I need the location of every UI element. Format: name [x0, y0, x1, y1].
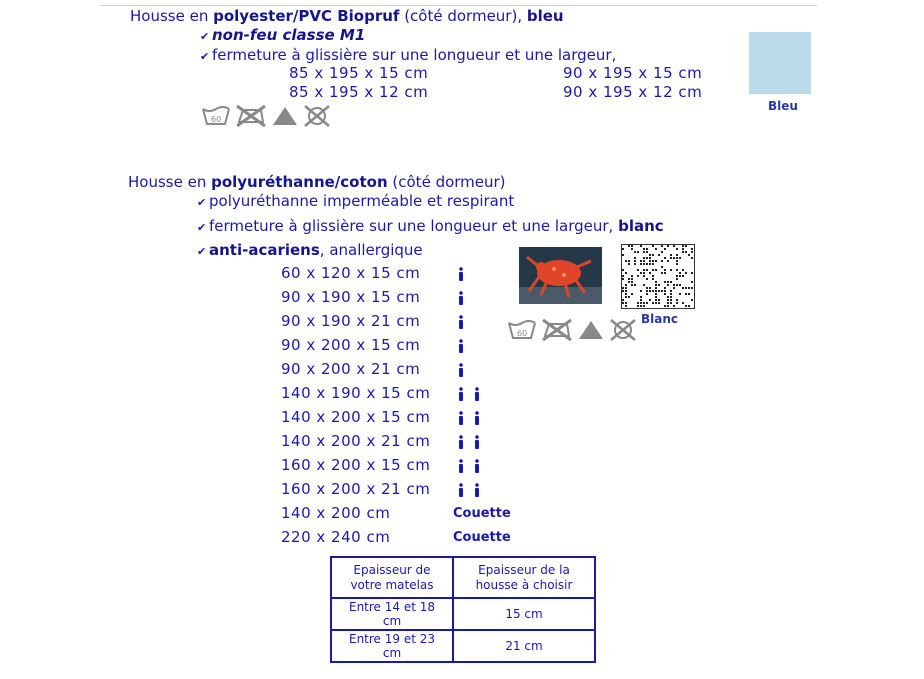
color-swatch-blue [749, 32, 811, 94]
table-cell: 15 cm [453, 598, 595, 630]
size-item: 90 x 200 x 15 cm [281, 336, 421, 354]
size-item: 90 x 190 x 21 cm [281, 312, 421, 330]
check-icon: ✔ [200, 30, 210, 43]
feature-color: blanc [618, 217, 664, 235]
section2-title [128, 173, 506, 191]
person-icon [458, 339, 464, 354]
no-dryclean-icon [303, 104, 331, 128]
size-item: 140 x 200 x 21 cm [281, 432, 431, 450]
table-row [331, 630, 595, 662]
person-icons [458, 411, 490, 430]
header-line: Epaisseur de [353, 562, 431, 577]
section2-feature-2 [197, 217, 664, 235]
person-icons [458, 363, 474, 382]
table-header-row [331, 557, 595, 598]
person-icon [458, 483, 464, 498]
title-text: Housse en [130, 7, 214, 25]
size-item: 160 x 200 x 21 cm [281, 480, 431, 498]
person-icon [474, 459, 480, 474]
size-item: 85 x 195 x 12 cm [289, 83, 429, 101]
section1-feature-2 [200, 46, 616, 64]
no-iron-icon [235, 104, 267, 128]
title-color: bleu [526, 7, 564, 25]
person-icon [458, 387, 464, 402]
feature-text: non-feu classe M1 [212, 26, 366, 44]
table-row [331, 598, 595, 630]
size-item: 220 x 240 cm [281, 528, 391, 546]
title-material: polyester/PVC Biopruf [213, 7, 400, 25]
pattern-label: Blanc [641, 312, 679, 326]
swatch-label: Bleu [768, 99, 798, 113]
feature-text: polyuréthanne imperméable et respirant [209, 192, 515, 210]
header-line: votre matelas [350, 577, 434, 592]
size-item: 85 x 195 x 15 cm [289, 64, 429, 82]
person-icon [458, 435, 464, 450]
size-item: 90 x 195 x 12 cm [563, 83, 703, 101]
person-icons [458, 459, 490, 478]
person-icon [474, 411, 480, 426]
section2-feature-1 [197, 192, 514, 210]
table-header-cell [453, 557, 595, 598]
section1-title [130, 7, 564, 25]
person-icon [474, 483, 480, 498]
person-icon [458, 291, 464, 306]
svg-text:60: 60 [211, 115, 222, 124]
person-icons [458, 387, 490, 406]
triangle-icon [271, 105, 299, 127]
person-icon [458, 459, 464, 474]
section2-feature-3 [197, 241, 423, 259]
check-icon: ✔ [197, 196, 207, 209]
person-icons [458, 267, 474, 286]
person-icons [458, 315, 474, 334]
size-item: 90 x 195 x 15 cm [563, 64, 703, 82]
svg-text:60: 60 [517, 329, 528, 338]
thickness-table [330, 556, 596, 663]
person-icon [458, 267, 464, 282]
person-icons [458, 291, 474, 310]
feature-text: fermeture à glissière sur une longueur et une largeur, [209, 217, 619, 235]
title-text-post: (côté dormeur) [387, 173, 506, 191]
person-icon [458, 363, 464, 378]
person-icons [458, 435, 490, 454]
person-icon [474, 435, 480, 450]
triangle-icon [577, 319, 605, 341]
check-icon: ✔ [197, 245, 207, 258]
header-line: Epaisseur de la [478, 562, 570, 577]
title-text: Housse en [128, 173, 212, 191]
size-note: Couette [453, 506, 511, 521]
person-icon [458, 411, 464, 426]
size-item: 160 x 200 x 15 cm [281, 456, 431, 474]
check-icon: ✔ [200, 50, 210, 63]
table-cell: Entre 19 et 23 cm [331, 630, 453, 662]
title-text-mid: (côté dormeur), [399, 7, 527, 25]
person-icon [474, 387, 480, 402]
feature-bold: anti-acariens [209, 241, 320, 259]
size-item: 140 x 190 x 15 cm [281, 384, 431, 402]
size-item: 60 x 120 x 15 cm [281, 264, 421, 282]
fabric-pattern-image [621, 244, 695, 309]
section1-feature-1 [200, 26, 365, 44]
table-header-cell [331, 557, 453, 598]
size-item: 140 x 200 cm [281, 504, 391, 522]
dust-mite-image [519, 247, 602, 304]
no-iron-icon [541, 318, 573, 342]
size-item: 90 x 190 x 15 cm [281, 288, 421, 306]
table-cell: 21 cm [453, 630, 595, 662]
wash-60-icon [507, 319, 537, 341]
header-line: housse à choisir [475, 577, 573, 592]
feature-text: , anallergique [319, 241, 423, 259]
size-item: 140 x 200 x 15 cm [281, 408, 431, 426]
size-item: 90 x 200 x 21 cm [281, 360, 421, 378]
person-icons [458, 483, 490, 502]
no-dryclean-icon [609, 318, 637, 342]
size-note: Couette [453, 530, 511, 545]
check-icon: ✔ [197, 221, 207, 234]
care-icons-row [507, 318, 637, 342]
title-material: polyuréthanne/coton [211, 173, 388, 191]
wash-60-icon [201, 105, 231, 127]
table-cell: Entre 14 et 18 cm [331, 598, 453, 630]
care-icons-row [201, 104, 331, 128]
person-icons [458, 339, 474, 358]
person-icon [458, 315, 464, 330]
top-divider [100, 5, 817, 6]
feature-text: fermeture à glissière sur une longueur et une largeur, [212, 46, 617, 64]
